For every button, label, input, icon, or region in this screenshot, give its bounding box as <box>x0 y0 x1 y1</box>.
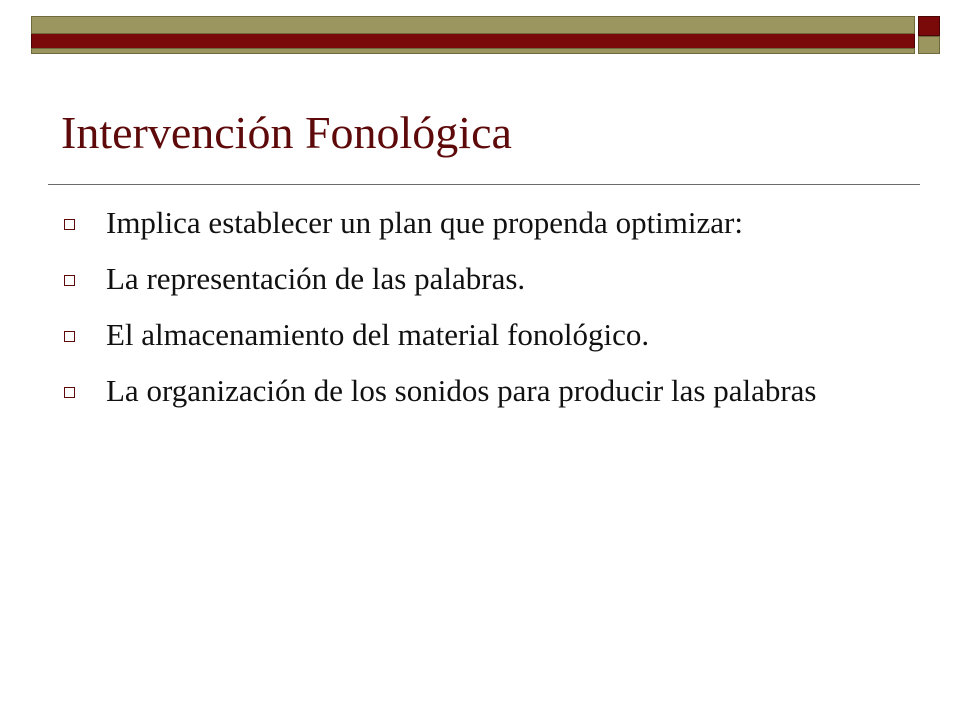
hollow-square-icon <box>64 219 75 230</box>
slide-title: Intervención Fonológica <box>61 107 512 158</box>
top-bar-olive-stripe <box>31 16 915 34</box>
bullet-list <box>62 205 892 429</box>
bullet-text: La organización de los sonidos para producir las palabras <box>106 372 817 408</box>
bullet-item <box>62 373 892 409</box>
bullet-item <box>62 261 892 297</box>
hollow-square-icon <box>64 387 75 398</box>
bullet-text: La representación de las palabras. <box>106 260 526 296</box>
top-bar-olive-lower-stripe <box>31 48 915 54</box>
hollow-square-icon <box>64 275 75 286</box>
top-decorative-bar <box>31 16 915 54</box>
bullet-item <box>62 317 892 353</box>
corner-olive-square <box>918 36 940 54</box>
bullet-text: El almacenamiento del material fonológico. <box>106 316 650 352</box>
title-divider <box>48 184 920 185</box>
bullet-text: Implica establecer un plan que propenda optimizar: <box>106 205 743 240</box>
hollow-square-icon <box>64 331 75 342</box>
corner-maroon-square <box>918 16 940 36</box>
top-bar-maroon-stripe <box>31 34 915 48</box>
bullet-item <box>62 205 892 241</box>
